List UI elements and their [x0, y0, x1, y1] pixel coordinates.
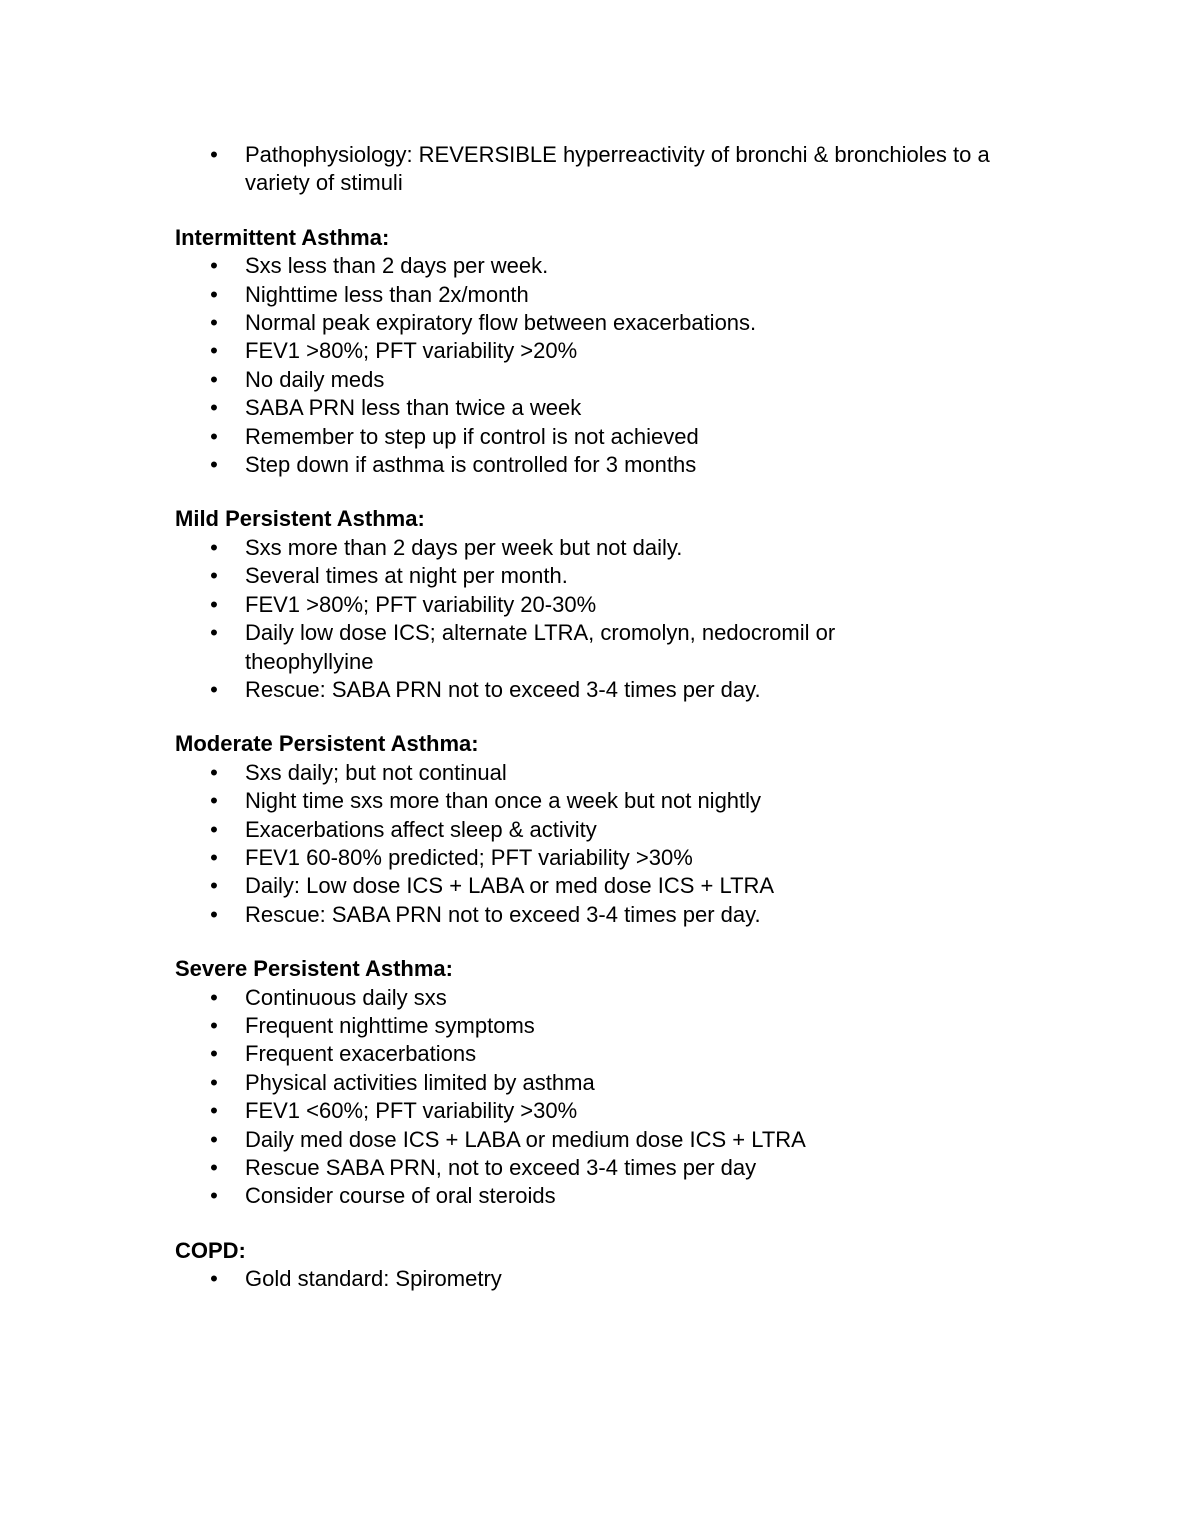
section-heading: COPD: [175, 1237, 246, 1263]
list-item-text: Sxs less than 2 days per week. [245, 253, 549, 279]
section-list [175, 759, 1015, 929]
list-item [175, 309, 1015, 337]
section-heading: Mild Persistent Asthma: [175, 506, 425, 532]
bullet-icon: • [210, 1098, 218, 1124]
bullet-icon: • [210, 395, 218, 421]
section-mild-persistent-asthma [175, 505, 1015, 704]
list-item [175, 844, 1015, 872]
list-item [175, 816, 1015, 844]
bullet-icon: • [210, 620, 218, 646]
bullet-icon: • [210, 142, 218, 167]
list-item [175, 1040, 1015, 1068]
list-item-text: Rescue: SABA PRN not to exceed 3-4 times per day. [245, 901, 761, 927]
list-item-text: Daily low dose ICS; alternate LTRA, cromolyn, nedocromil or theophyllyine [245, 620, 836, 674]
list-item-text: Gold standard: Spirometry [245, 1266, 502, 1292]
document-content [175, 141, 1015, 1294]
bullet-icon: • [210, 1069, 218, 1095]
list-item [175, 787, 1015, 815]
list-item-text: Physical activities limited by asthma [245, 1069, 595, 1095]
list-item-text: Daily med dose ICS + LABA or medium dose ICS + LTRA [245, 1126, 806, 1152]
bullet-icon: • [210, 676, 218, 702]
section-list [175, 534, 1015, 704]
list-item-text: Rescue SABA PRN, not to exceed 3-4 times per day [245, 1155, 757, 1180]
list-item [175, 1097, 1015, 1125]
list-item [175, 1012, 1015, 1040]
bullet-icon: • [210, 563, 218, 589]
bullet-icon: • [210, 1266, 218, 1292]
list-item-text: No daily meds [245, 366, 385, 392]
list-item [175, 252, 1015, 280]
bullet-icon: • [210, 816, 218, 842]
list-item [175, 1069, 1015, 1097]
bullet-icon: • [210, 591, 218, 617]
list-item-text: Continuous daily sxs [245, 984, 447, 1010]
bullet-icon: • [210, 1041, 218, 1067]
section-heading: Intermittent Asthma: [175, 224, 390, 250]
list-item-text: Normal peak expiratory flow between exacerbations. [245, 310, 757, 336]
list-item-text: Remember to step up if control is not achieved [245, 423, 699, 449]
bullet-icon: • [210, 253, 218, 279]
list-item [175, 141, 1015, 198]
list-item-text: Step down if asthma is controlled for 3 months [245, 452, 697, 478]
bullet-icon: • [210, 901, 218, 927]
list-item [175, 984, 1015, 1012]
list-item [175, 591, 1015, 619]
list-item [175, 1182, 1015, 1210]
list-item-text: Daily: Low dose ICS + LABA or med dose ICS + LTRA [245, 873, 775, 899]
bullet-icon: • [210, 366, 218, 392]
list-item-text: Consider course of oral steroids [245, 1183, 556, 1209]
section-severe-persistent-asthma [175, 955, 1015, 1211]
list-item-text: Frequent exacerbations [245, 1041, 477, 1067]
list-item [175, 562, 1015, 590]
intro-list [175, 141, 1015, 198]
list-item-text: FEV1 >80%; PFT variability 20-30% [245, 591, 597, 617]
bullet-icon: • [210, 1155, 218, 1180]
list-item [175, 619, 925, 676]
list-item-text: Night time sxs more than once a week but not nightly [245, 788, 762, 814]
bullet-icon: • [210, 1012, 218, 1038]
list-item-text: Sxs more than 2 days per week but not daily. [245, 534, 683, 560]
list-item [175, 423, 1015, 451]
section-list [175, 1265, 1015, 1293]
section-list [175, 984, 1015, 1211]
list-item [175, 451, 1015, 479]
section-intermittent-asthma [175, 224, 1015, 480]
bullet-icon: • [210, 1126, 218, 1152]
list-item [175, 337, 1015, 365]
bullet-icon: • [210, 534, 218, 560]
bullet-icon: • [210, 844, 218, 870]
list-item [175, 759, 1015, 787]
bullet-icon: • [210, 338, 218, 364]
list-item-text: Exacerbations affect sleep & activity [245, 816, 597, 842]
list-item-text: FEV1 <60%; PFT variability >30% [245, 1098, 578, 1124]
section-list [175, 252, 1015, 479]
list-item [175, 1265, 1015, 1293]
bullet-icon: • [210, 452, 218, 478]
list-item [175, 534, 1015, 562]
bullet-icon: • [210, 873, 218, 899]
bullet-icon: • [210, 281, 218, 307]
bullet-icon: • [210, 984, 218, 1010]
list-item [175, 1126, 1015, 1154]
list-item-text: SABA PRN less than twice a week [245, 395, 582, 421]
list-item [175, 281, 1015, 309]
bullet-icon: • [210, 1183, 218, 1209]
section-heading: Moderate Persistent Asthma: [175, 731, 479, 757]
section-heading: Severe Persistent Asthma: [175, 956, 453, 982]
list-item-text: Nighttime less than 2x/month [245, 281, 529, 307]
list-item-text: Sxs daily; but not continual [245, 759, 507, 785]
list-item [175, 901, 1015, 929]
bullet-icon: • [210, 310, 218, 336]
bullet-icon: • [210, 788, 218, 814]
list-item-text: Pathophysiology: REVERSIBLE hyperreactivity of bronchi & bronchioles to a variety of stimuli [245, 142, 990, 196]
list-item [175, 366, 1015, 394]
list-item-text: FEV1 >80%; PFT variability >20% [245, 338, 578, 364]
bullet-icon: • [210, 423, 218, 449]
list-item-text: Rescue: SABA PRN not to exceed 3-4 times per day. [245, 676, 761, 702]
list-item-text: Several times at night per month. [245, 563, 568, 589]
list-item-text: Frequent nighttime symptoms [245, 1012, 535, 1038]
list-item [175, 676, 1015, 704]
list-item [175, 872, 1015, 900]
section-moderate-persistent-asthma [175, 730, 1015, 929]
list-item-text: FEV1 60-80% predicted; PFT variability >30% [245, 844, 693, 870]
bullet-icon: • [210, 759, 218, 785]
list-item [175, 394, 1015, 422]
section-copd [175, 1237, 1015, 1294]
list-item [175, 1154, 1015, 1182]
